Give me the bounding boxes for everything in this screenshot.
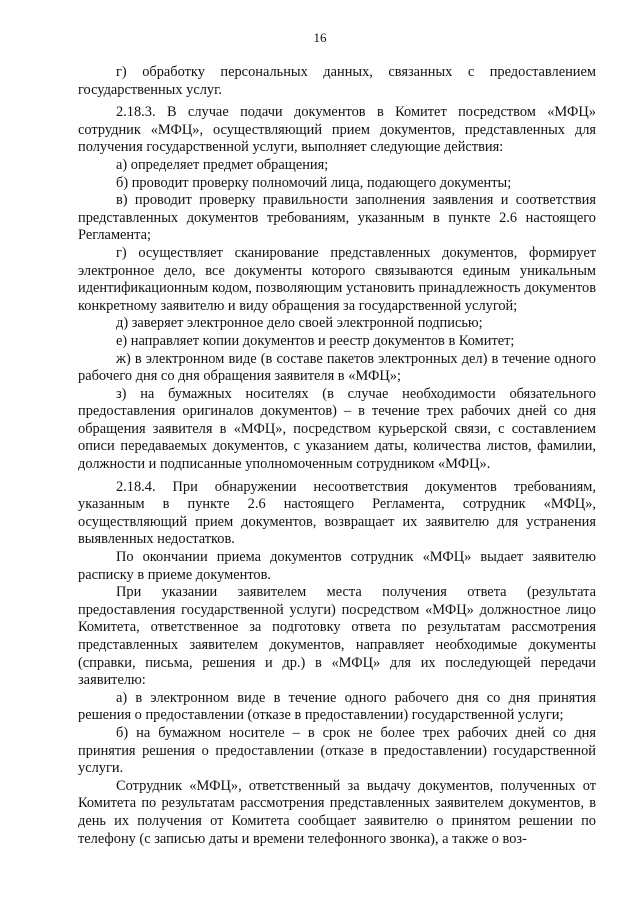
page-number: 16 [313,30,327,45]
list-item-a: а) определяет предмет обращения; [116,156,329,173]
paragraph-receipt: По окончании приема документов сотрудник «МФЦ» выдает заявителю расписку в приеме документов. [78,549,596,583]
paragraph-response-location: При указании заявителем места получения ответа (результата предоставления государственной услуги) посредством «МФЦ» должностное лицо Комитета, ответственное за подготовку ответа по результатам рассмотрения представленных заявителем документов, направляет необходимые документы (справки, письма, решения и др.) в «МФЦ» для их последующей передачи заявителю: [78,584,596,689]
list-item-e: е) направляет копии документов и реестр документов в Комитет; [116,332,515,349]
paragraph-item-g-personal-data: г) обработку персональных данных, связанных с предоставлением государственных услуг. [78,64,596,98]
list-item-d: д) заверяет электронное дело своей электронной подписью; [116,315,483,332]
list-item-z: з) на бумажных носителях (в случае необходимости обязательного предоставления оригиналов документов) – в течение трех рабочих дней со дня обращения заявителя в «МФЦ», посредством курьерской связи, с составлением описи передаваемых документов, с указанием даты, количества листов, фамилии, должности и подписанные уполномоченным сотрудником «МФЦ». [78,385,596,473]
list-item-g: г) осуществляет сканирование представленных документов, формирует электронное дело, все документы которого связываются единым уникальным идентификационным кодом, позволяющим установить принадлежность документов конкретному заявителю и виду обращения за государственной услугой; [78,244,596,314]
paragraph-2-18-4: 2.18.4. При обнаружении несоответствия документов требованиям, указанным в пункте 2.6 настоящего Регламента, сотрудник «МФЦ», осуществляющий прием документов, возвращает их заявителю для устранения выявленных недостатков. [78,478,596,548]
list-item-zh: ж) в электронном виде (в составе пакетов электронных дел) в течение одного рабочего дня со дня обращения заявителя в «МФЦ»; [78,350,596,385]
paragraph-employee-notification: Сотрудник «МФЦ», ответственный за выдачу документов, полученных от Комитета по результатам рассмотрения представленных заявителем документов, в день их получения от Комитета сообщает заявителю о принятом решении по телефону (с записью даты и времени телефонного звонка), а также о воз- [78,777,596,847]
list-item-b: б) проводит проверку полномочий лица, подающего документы; [116,174,512,191]
list-item-electronic: а) в электронном виде в течение одного рабочего дня со дня принятия решения о предоставлении (отказе в предоставлении) государственной услуги; [78,689,596,724]
document-body [78,64,596,848]
paragraph-2-18-3: 2.18.3. В случае подачи документов в Комитет посредством «МФЦ» сотрудник «МФЦ», осуществляющий прием документов, представленных для получения государственной услуги, выполняет следующие действия: [78,104,596,156]
list-item-paper: б) на бумажном носителе – в срок не более трех рабочих дней со дня принятия решения о предоставлении (отказе в предоставлении) государственной услуги. [78,724,596,777]
list-item-v: в) проводит проверку правильности заполнения заявления и соответствия представленных документов требованиям, указанным в пункте 2.6 настоящего Регламента; [78,192,596,244]
